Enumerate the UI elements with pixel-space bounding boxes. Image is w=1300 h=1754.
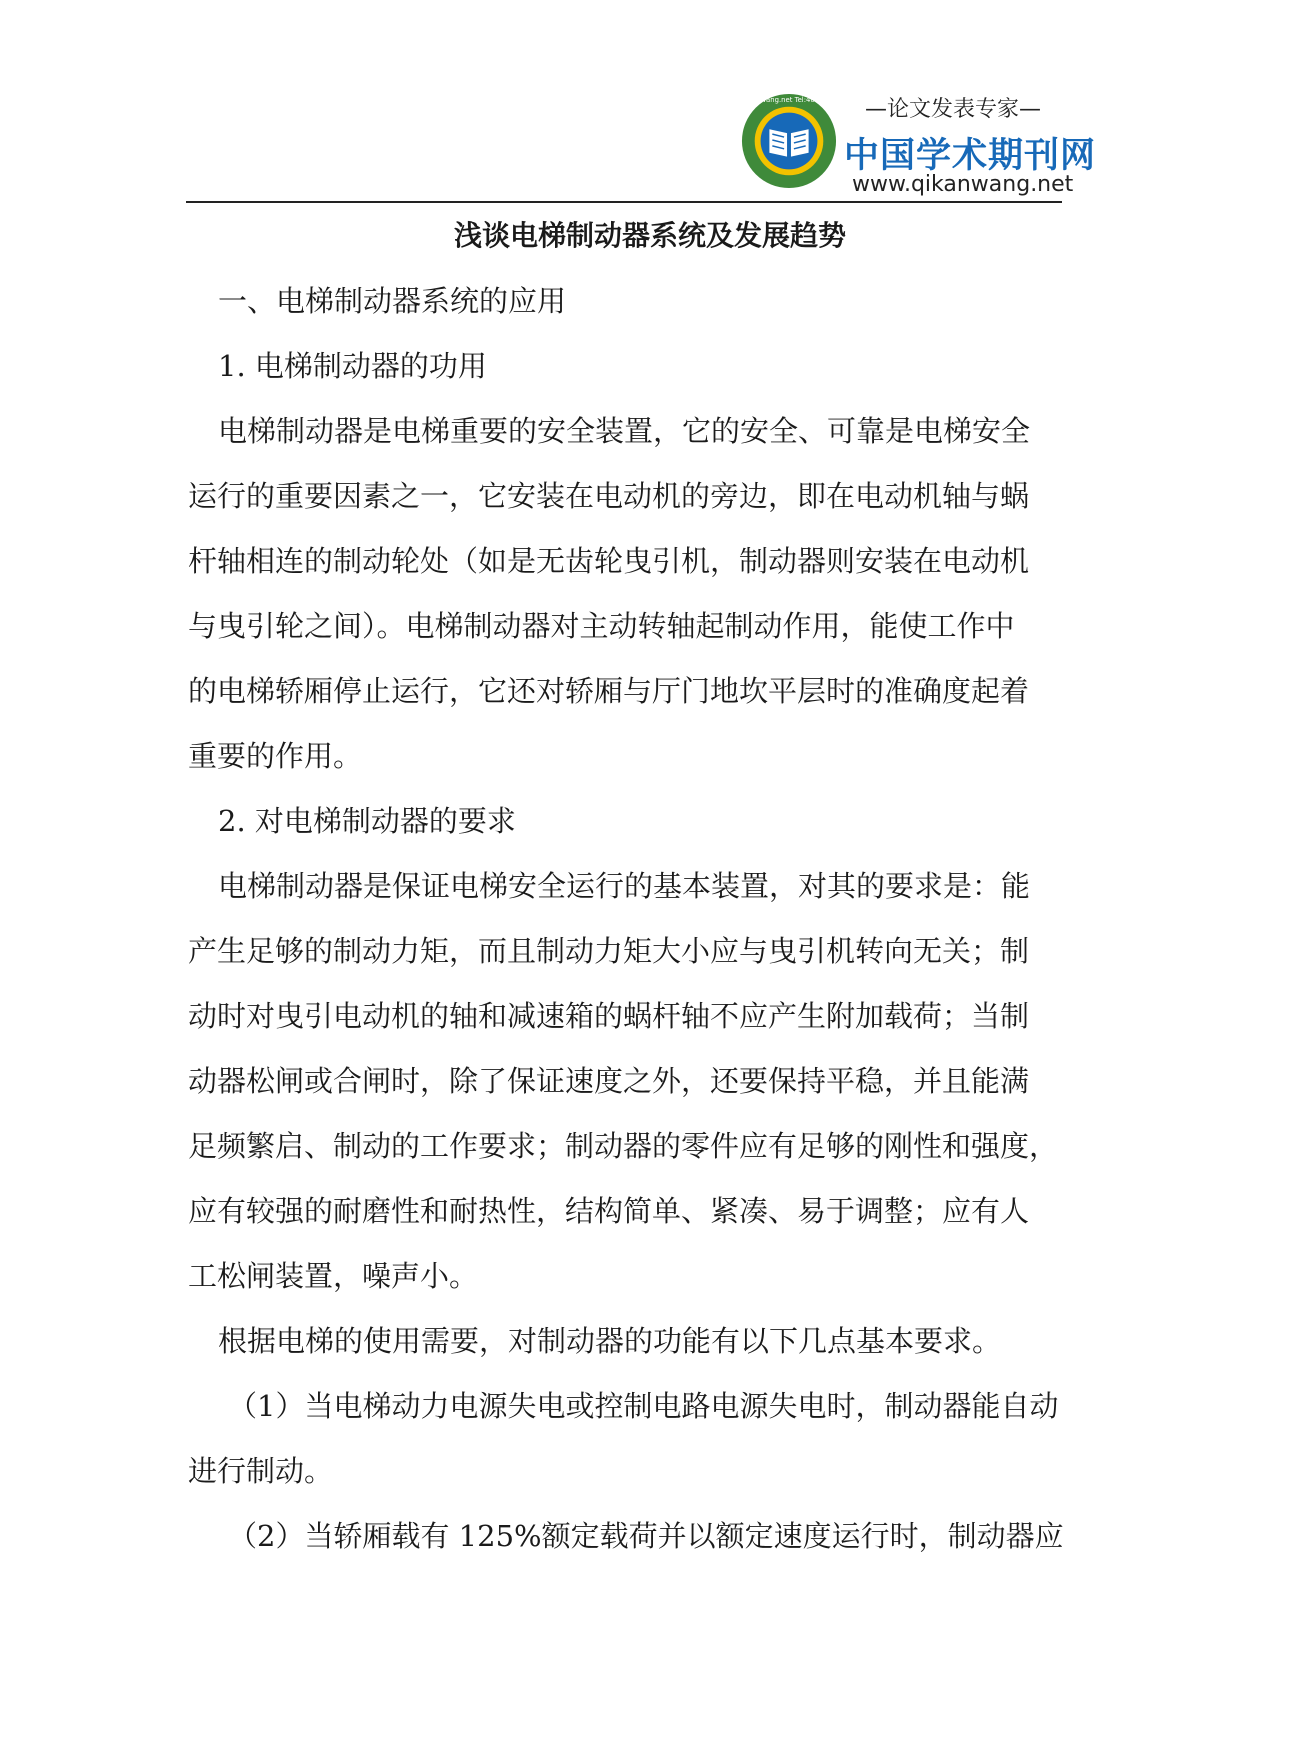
site-name: 中国学术期刊网 xyxy=(844,136,1097,176)
article-title: 浅谈电梯制动器系统及发展趋势 xyxy=(453,219,846,252)
section-heading: 一、电梯制动器系统的应用 xyxy=(218,284,567,318)
subsection-heading: 2. 对电梯制动器的要求 xyxy=(218,804,516,838)
list-item: （2）当轿厢载有 125%额定载荷并以额定速度运行时，制动器应 xyxy=(228,1519,1064,1553)
paragraph-line: 的电梯轿厢停止运行，它还对轿厢与厅门地坎平层时的准确度起着 xyxy=(188,674,1030,708)
subsection-heading: 1. 电梯制动器的功用 xyxy=(218,349,487,383)
paragraph-line: 应有较强的耐磨性和耐热性，结构简单、紧凑、易于调整；应有人 xyxy=(188,1194,1030,1228)
site-logo xyxy=(723,90,1097,200)
paragraph-line: 电梯制动器是保证电梯安全运行的基本装置，对其的要求是：能 xyxy=(218,869,1031,903)
paragraph-line: 动时对曳引电动机的轴和减速箱的蜗杆轴不应产生附加载荷；当制 xyxy=(188,999,1030,1033)
paragraph-line: 工松闸装置，噪声小。 xyxy=(188,1259,479,1293)
paragraph-line: 杆轴相连的制动轮处（如是无齿轮曳引机，制动器则安装在电动机 xyxy=(188,544,1030,578)
paragraph-line: 根据电梯的使用需要，对制动器的功能有以下几点基本要求。 xyxy=(218,1324,1002,1358)
paragraph-line: 重要的作用。 xyxy=(188,739,363,773)
seal-ring-text: www.qikanwang.net Tel:400-800-1721 xyxy=(723,95,855,104)
paragraph-line: 进行制动。 xyxy=(188,1454,334,1488)
list-item: （1）当电梯动力电源失电或控制电路电源失电时，制动器能自动 xyxy=(228,1389,1059,1423)
site-tagline: —论文发表专家— xyxy=(864,97,1041,122)
header-divider xyxy=(186,201,1062,203)
paragraph-line: 产生足够的制动力矩，而且制动力矩大小应与曳引机转向无关；制 xyxy=(188,934,1030,968)
site-url: www.qikanwang.net xyxy=(852,172,1074,197)
paragraph-line: 动器松闸或合闸时，除了保证速度之外，还要保持平稳，并且能满 xyxy=(188,1064,1030,1098)
paragraph-line: 电梯制动器是电梯重要的安全装置，它的安全、可靠是电梯安全 xyxy=(218,414,1031,448)
paragraph-line: 与曳引轮之间）。电梯制动器对主动转轴起制动作用，能使工作中 xyxy=(188,609,1015,643)
paragraph-line: 运行的重要因素之一，它安装在电动机的旁边，即在电动机轴与蜗 xyxy=(188,479,1030,513)
paragraph-line: 足频繁启、制动的工作要求；制动器的零件应有足够的刚性和强度， xyxy=(188,1129,1059,1163)
book-seal-icon xyxy=(723,92,855,190)
